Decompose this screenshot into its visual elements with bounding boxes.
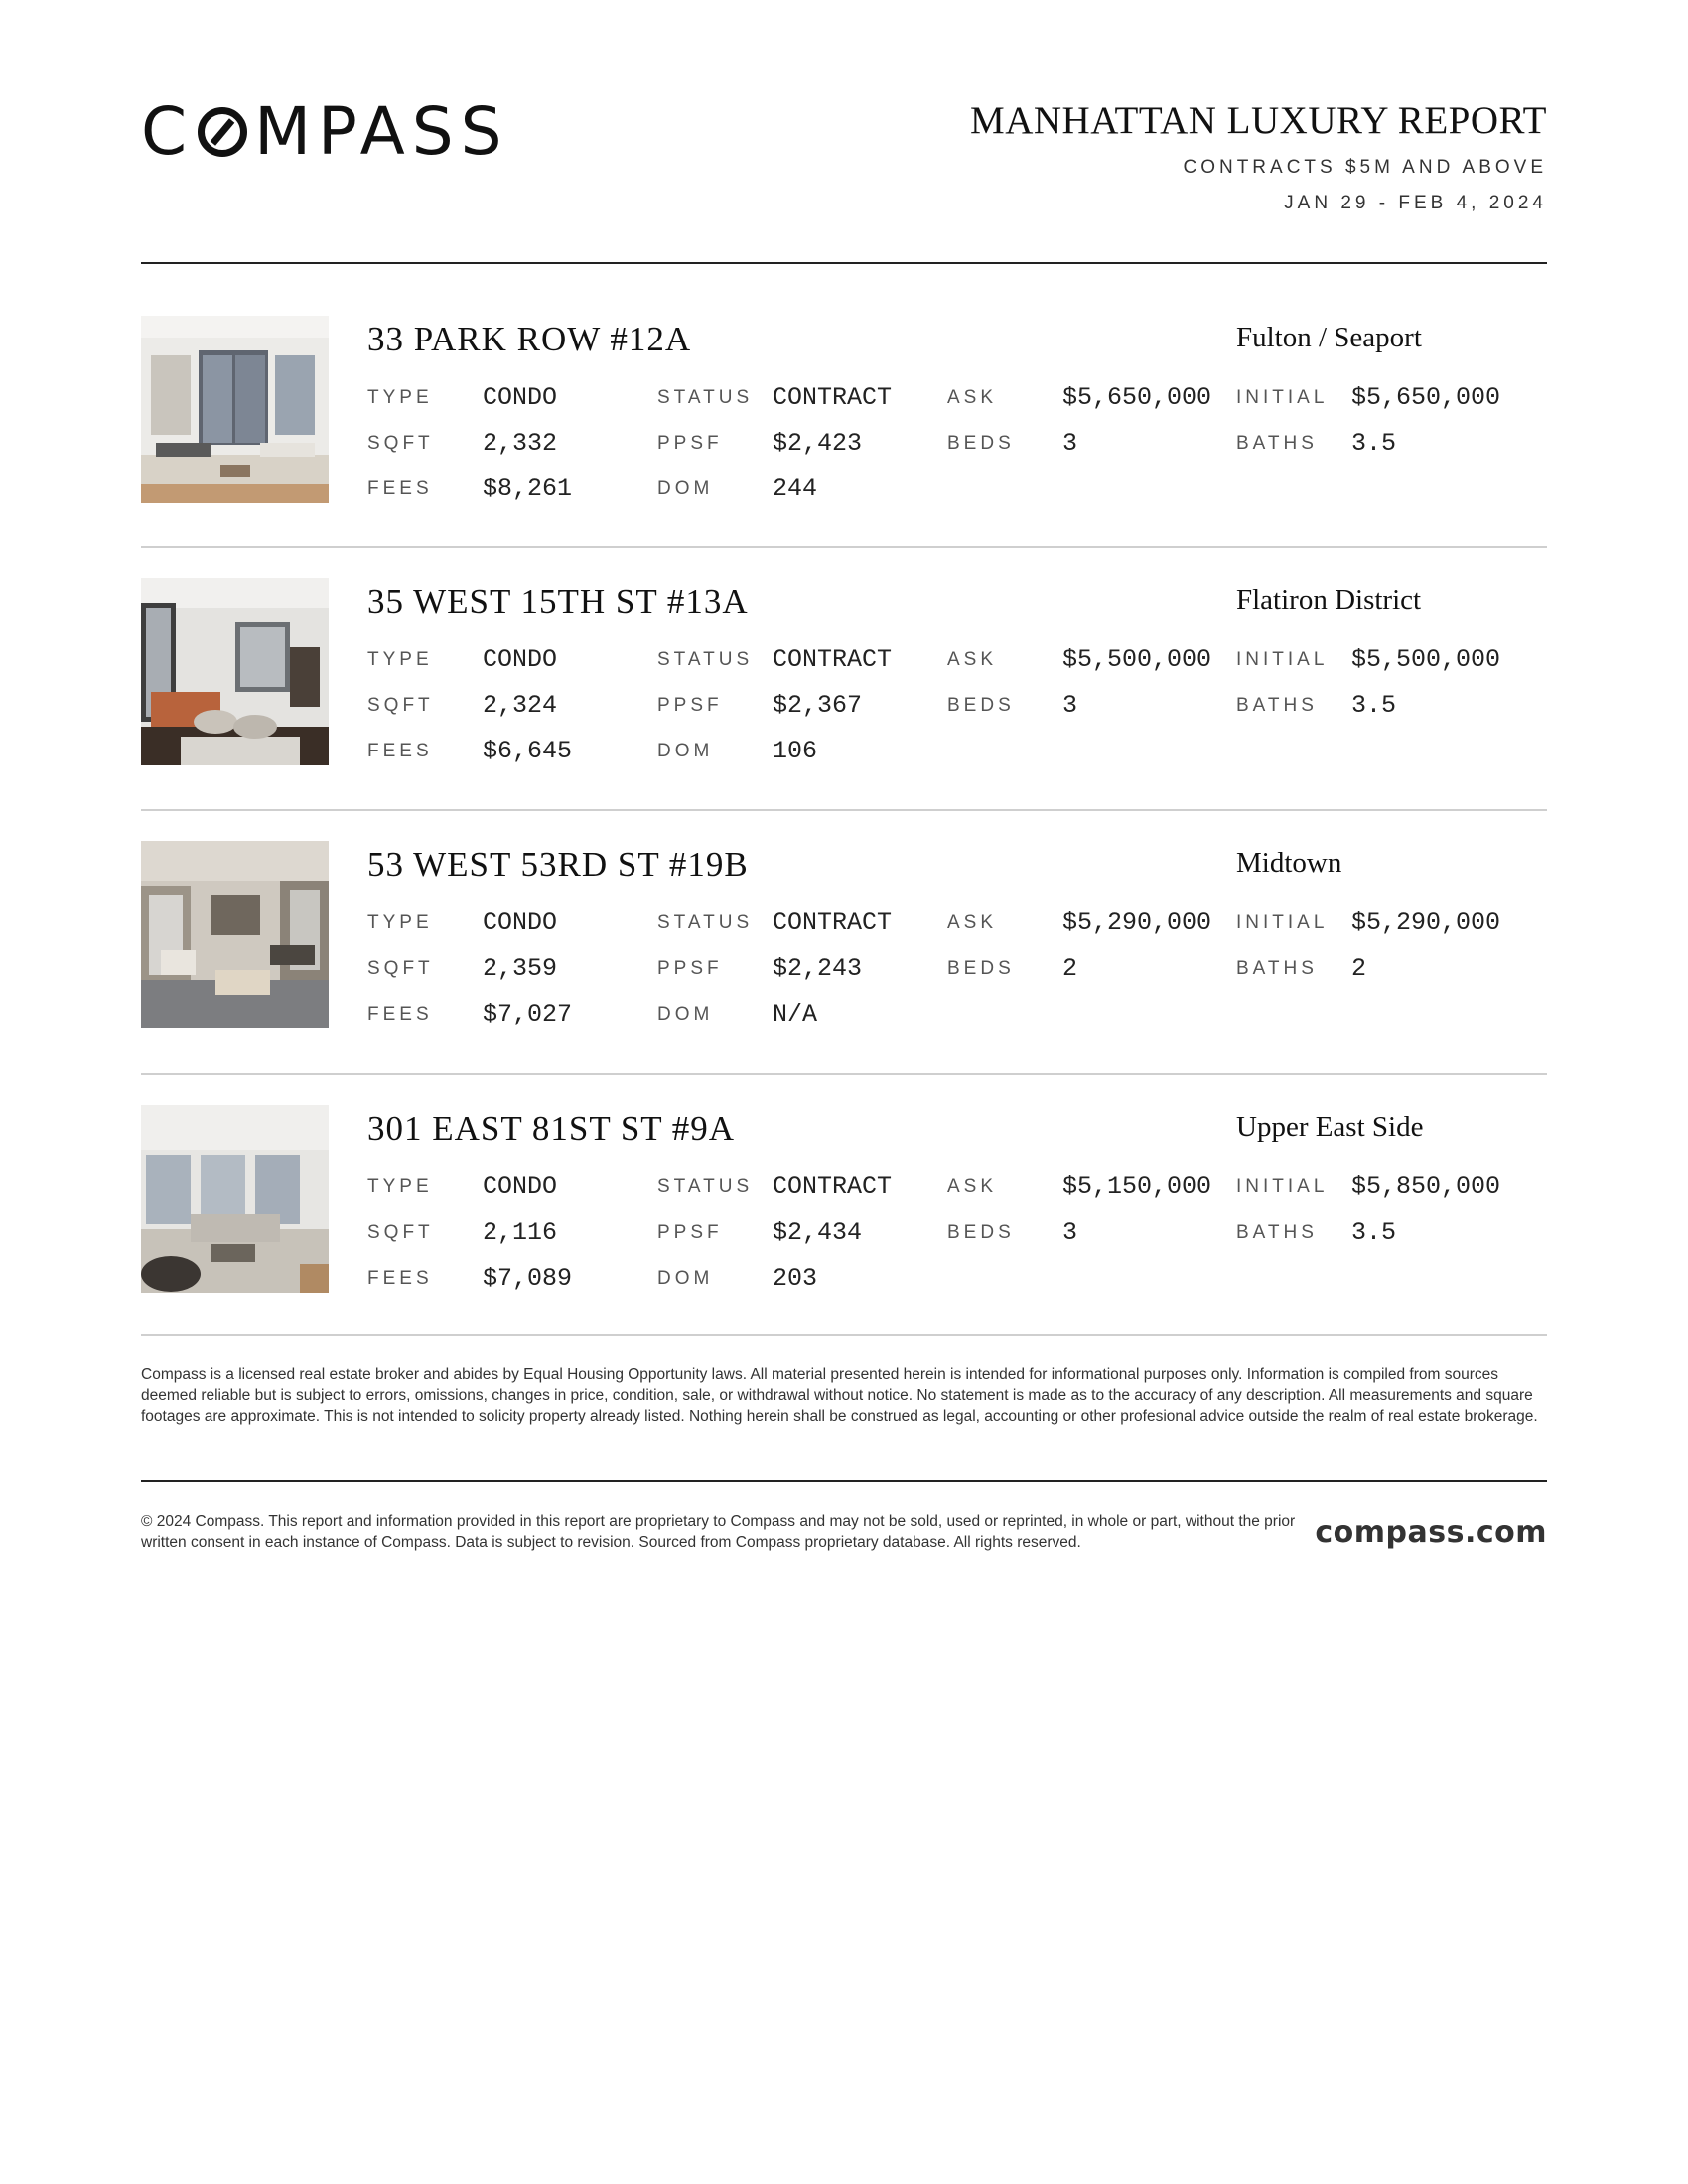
label-status: STATUS — [657, 912, 754, 933]
value-ask: $5,290,000 — [1062, 908, 1212, 937]
value-type: CONDO — [483, 1172, 558, 1201]
listing-address: 53 WEST 53RD ST #19B — [367, 845, 749, 884]
report-header — [970, 97, 1547, 216]
listing-photo — [141, 316, 329, 503]
label-baths: BATHS — [1236, 1222, 1318, 1243]
label-initial: INITIAL — [1236, 912, 1329, 933]
label-sqft: SQFT — [367, 958, 434, 979]
value-ppsf: $2,423 — [773, 429, 863, 458]
label-sqft: SQFT — [367, 433, 434, 454]
label-initial: INITIAL — [1236, 387, 1329, 408]
label-status: STATUS — [657, 649, 754, 670]
value-dom: 244 — [773, 475, 818, 503]
label-fees: FEES — [367, 1004, 433, 1024]
value-dom: 106 — [773, 737, 818, 765]
label-dom: DOM — [657, 1268, 714, 1289]
label-sqft: SQFT — [367, 695, 434, 716]
label-fees: FEES — [367, 1268, 433, 1289]
value-sqft: 2,359 — [483, 954, 558, 983]
label-beds: BEDS — [947, 695, 1015, 716]
compass-o-mark-icon — [198, 107, 247, 157]
label-fees: FEES — [367, 741, 433, 761]
value-initial: $5,850,000 — [1351, 1172, 1501, 1201]
value-initial: $5,500,000 — [1351, 645, 1501, 674]
value-status: CONTRACT — [773, 383, 893, 412]
value-ppsf: $2,434 — [773, 1218, 863, 1247]
listing-divider — [141, 546, 1547, 548]
listing-divider — [141, 1334, 1547, 1336]
value-ask: $5,650,000 — [1062, 383, 1212, 412]
listing-photo — [141, 1105, 329, 1293]
compass-logo: C MPASS — [141, 93, 509, 170]
value-sqft: 2,324 — [483, 691, 558, 720]
value-baths: 3.5 — [1351, 429, 1397, 458]
label-type: TYPE — [367, 649, 433, 670]
label-type: TYPE — [367, 1176, 433, 1197]
header-divider — [141, 262, 1547, 264]
label-ppsf: PPSF — [657, 695, 723, 716]
listing-divider — [141, 809, 1547, 811]
listing-address: 301 EAST 81ST ST #9A — [367, 1109, 736, 1148]
listing-neighborhood: Midtown — [1236, 847, 1342, 879]
value-initial: $5,290,000 — [1351, 908, 1501, 937]
listing-address: 33 PARK ROW #12A — [367, 320, 692, 358]
label-beds: BEDS — [947, 1222, 1015, 1243]
label-ask: ASK — [947, 1176, 998, 1197]
listing-neighborhood: Flatiron District — [1236, 584, 1422, 615]
value-sqft: 2,116 — [483, 1218, 558, 1247]
value-fees: $7,089 — [483, 1264, 573, 1293]
listing-card — [141, 841, 1547, 1029]
value-status: CONTRACT — [773, 645, 893, 674]
label-ask: ASK — [947, 387, 998, 408]
value-initial: $5,650,000 — [1351, 383, 1501, 412]
listing-divider — [141, 1073, 1547, 1075]
report-title: MANHATTAN LUXURY REPORT — [970, 99, 1547, 142]
value-type: CONDO — [483, 383, 558, 412]
value-dom: 203 — [773, 1264, 818, 1293]
value-fees: $8,261 — [483, 475, 573, 503]
value-ask: $5,150,000 — [1062, 1172, 1212, 1201]
label-sqft: SQFT — [367, 1222, 434, 1243]
value-beds: 3 — [1062, 1218, 1078, 1247]
disclaimer-text: Compass is a licensed real estate broker and abides by Equal Housing Opportunity laws. All material presented herein is intended for informational purposes only. Information is compiled from sources deemed reliable but is subject to errors, omissions, changes in price, condition, sale, or withdrawal without notice. No statement is made as to the accuracy of any description. All measurements and square footages are approximate. This is not intended to solicity property already listed. Nothing herein shall be construed as legal, accounting or other profesional advice outside the realm of real estate brokerage. — [141, 1366, 1538, 1425]
value-ask: $5,500,000 — [1062, 645, 1212, 674]
label-beds: BEDS — [947, 433, 1015, 454]
listing-photo — [141, 578, 329, 765]
value-type: CONDO — [483, 645, 558, 674]
label-status: STATUS — [657, 1176, 754, 1197]
label-type: TYPE — [367, 912, 433, 933]
listing-card — [141, 316, 1547, 504]
label-type: TYPE — [367, 387, 433, 408]
value-beds: 2 — [1062, 954, 1078, 983]
label-ppsf: PPSF — [657, 958, 723, 979]
label-status: STATUS — [657, 387, 754, 408]
value-ppsf: $2,367 — [773, 691, 863, 720]
value-beds: 3 — [1062, 429, 1078, 458]
label-baths: BATHS — [1236, 695, 1318, 716]
report-date-range: JAN 29 - FEB 4, 2024 — [1284, 193, 1547, 213]
value-status: CONTRACT — [773, 908, 893, 937]
value-ppsf: $2,243 — [773, 954, 863, 983]
label-baths: BATHS — [1236, 433, 1318, 454]
listing-address: 35 WEST 15TH ST #13A — [367, 582, 749, 620]
value-baths: 3.5 — [1351, 1218, 1397, 1247]
label-ask: ASK — [947, 649, 998, 670]
value-fees: $7,027 — [483, 1000, 573, 1028]
footer-divider — [141, 1480, 1547, 1482]
value-status: CONTRACT — [773, 1172, 893, 1201]
label-fees: FEES — [367, 478, 433, 499]
listing-neighborhood: Upper East Side — [1236, 1111, 1424, 1143]
label-baths: BATHS — [1236, 958, 1318, 979]
value-type: CONDO — [483, 908, 558, 937]
label-ppsf: PPSF — [657, 433, 723, 454]
value-beds: 3 — [1062, 691, 1078, 720]
listing-card — [141, 1105, 1547, 1294]
value-baths: 2 — [1351, 954, 1367, 983]
label-initial: INITIAL — [1236, 1176, 1329, 1197]
label-initial: INITIAL — [1236, 649, 1329, 670]
report-subtitle: CONTRACTS $5M AND ABOVE — [1183, 157, 1547, 178]
label-ask: ASK — [947, 912, 998, 933]
value-baths: 3.5 — [1351, 691, 1397, 720]
listing-neighborhood: Fulton / Seaport — [1236, 322, 1422, 353]
label-dom: DOM — [657, 741, 714, 761]
value-sqft: 2,332 — [483, 429, 558, 458]
value-fees: $6,645 — [483, 737, 573, 765]
copyright-text: © 2024 Compass. This report and information provided in this report are proprietary to Compass and may not be sold, used or reprinted, in whole or part, without the prior written consent in each instance of Compass. Data is subject to revision. Sourced from Compass proprietary database. All rights reserved. — [141, 1513, 1296, 1551]
value-dom: N/A — [773, 1000, 818, 1028]
label-dom: DOM — [657, 1004, 714, 1024]
website-link[interactable]: compass.com — [1315, 1515, 1547, 1550]
listing-photo — [141, 841, 329, 1028]
label-ppsf: PPSF — [657, 1222, 723, 1243]
label-beds: BEDS — [947, 958, 1015, 979]
listing-card — [141, 578, 1547, 766]
label-dom: DOM — [657, 478, 714, 499]
